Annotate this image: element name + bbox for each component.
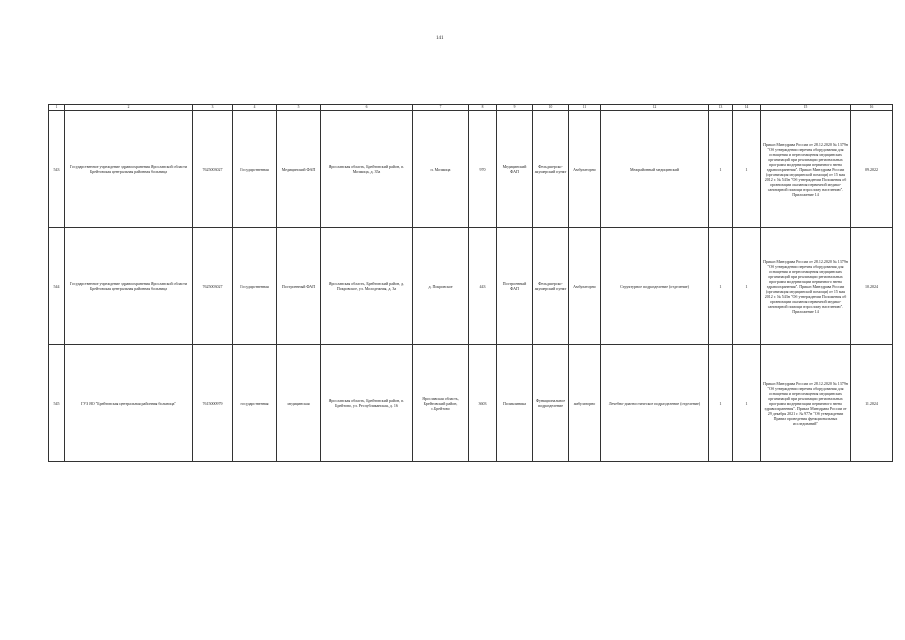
type-cell: Медицинский ФАП [277,111,321,228]
column-header: 8 [469,105,497,111]
profile-cell: Межрайонный медицинский [601,111,709,228]
table-body [49,111,893,462]
ownership-cell: Государственная [233,111,277,228]
organization-cell: Государственное учреждение здравоохранения Ярославской области Брейтовская центральная районная больница [65,228,193,345]
column-header: 16 [851,105,893,111]
column-header: 6 [321,105,413,111]
page-number: 141 [436,36,444,41]
row-number: 545 [49,345,65,462]
inn-cell: 7625003027 [193,228,233,345]
facility-type-cell: Фельдшерско-акушерский пункт [533,228,569,345]
legal-basis-cell: Приказ Минздрава России от 28.12.2020 № 1379н "Об утверждении перечня оборудования для оснащения и переоснащения медицинских организаций при реализации региональных программ модернизации первичного звена здравоохранения". Приказ Минздрава России (организация медицинской помощи) от 15 мая 2012 г. № 543н "Об утверждении Положения об организации оказания первичной медико-санитарной помощи взрослому населению". Приложение 14 [761,228,851,345]
locality-cell: Ярославская область, Брейтовский район, с.Брейтово [413,345,469,462]
population-cell: 443 [469,228,497,345]
ownership-cell: Государственная [233,228,277,345]
population-cell: 970 [469,111,497,228]
address-cell: Ярославская область, Брейтовский район, п. Брейтово, ул. Республиканская, д. 16 [321,345,413,462]
type-cell: Построенный ФАП [277,228,321,345]
date-cell: 10.2024 [851,228,893,345]
quantity-cell: 1 [709,111,733,228]
facility-type-cell: Фельдшерско-акушерский пункт [533,111,569,228]
column-header: 10 [533,105,569,111]
column-header: 1 [49,105,65,111]
type-cell: медицинская [277,345,321,462]
column-header: 15 [761,105,851,111]
service-mode-cell: Амбулаторно [569,228,601,345]
facility-type-cell: Функциональное подразделение [533,345,569,462]
service-mode-cell: амбулаторно [569,345,601,462]
locality-cell: п. Мозжица [413,111,469,228]
locality-cell: д. Покровское [413,228,469,345]
column-header: 9 [497,105,533,111]
kind-cell: Построенный ФАП [497,228,533,345]
column-header: 12 [601,105,709,111]
row-number: 544 [49,228,65,345]
date-cell: 11.2024 [851,345,893,462]
column-header: 5 [277,105,321,111]
legal-basis-cell: Приказ Минздрава России от 28.12.2020 № 1379н "Об утверждении перечня оборудования для оснащения и переоснащения медицинских организаций при реализации региональных программ модернизации первичного звена здравоохранения". Приказ Минздрава России от 29 декабря 2021 г. № 977н "Об утверждении Правил проведения функциональных исследований" [761,345,851,462]
table-row [49,345,893,462]
column-header: 14 [733,105,761,111]
quantity-cell: 1 [709,228,733,345]
ownership-cell: государственная [233,345,277,462]
organization-cell: ГУЗ ЯО "Брейтовская центральная районная больница" [65,345,193,462]
column-header: 3 [193,105,233,111]
column-header: 2 [65,105,193,111]
kind-cell: Поликлиника [497,345,533,462]
register-table [48,104,893,462]
legal-basis-cell: Приказ Минздрава России от 28.12.2020 № 1379н "Об утверждении перечня оборудования для оснащения и переоснащения медицинских организаций при реализации региональных программ модернизации первичного звена здравоохранения". Приказ Минздрава России (организация медицинской помощи) от 15 мая 2012 г. № 543н "Об утверждении Положения об организации оказания первичной медико-санитарной помощи взрослому населению". Приложение 14 [761,111,851,228]
column-header: 13 [709,105,733,111]
kind-cell: Медицинский ФАП [497,111,533,228]
quantity-cell: 1 [709,345,733,462]
inn-cell: 7625003027 [193,111,233,228]
count-cell: 1 [733,228,761,345]
date-cell: 09.2022 [851,111,893,228]
organization-cell: Государственное учреждение здравоохранения Ярославской области Брейтовская центральная районная больница [65,111,193,228]
service-mode-cell: Амбулаторно [569,111,601,228]
row-number: 543 [49,111,65,228]
table-row [49,228,893,345]
column-header: 4 [233,105,277,111]
column-header: 7 [413,105,469,111]
count-cell: 1 [733,111,761,228]
inn-cell: 7615000979 [193,345,233,462]
address-cell: Ярославская область, Брейтовский район, д. Покровское, ул. Молодежная, д. 3а [321,228,413,345]
profile-cell: Структурное подразделение (отделение) [601,228,709,345]
profile-cell: Лечебно-диагностическое подразделение (отделение) [601,345,709,462]
count-cell: 1 [733,345,761,462]
population-cell: 3603 [469,345,497,462]
table-row [49,111,893,228]
address-cell: Ярославская область, Брейтовский район, п. Мозжица, д. 35а [321,111,413,228]
column-header: 11 [569,105,601,111]
